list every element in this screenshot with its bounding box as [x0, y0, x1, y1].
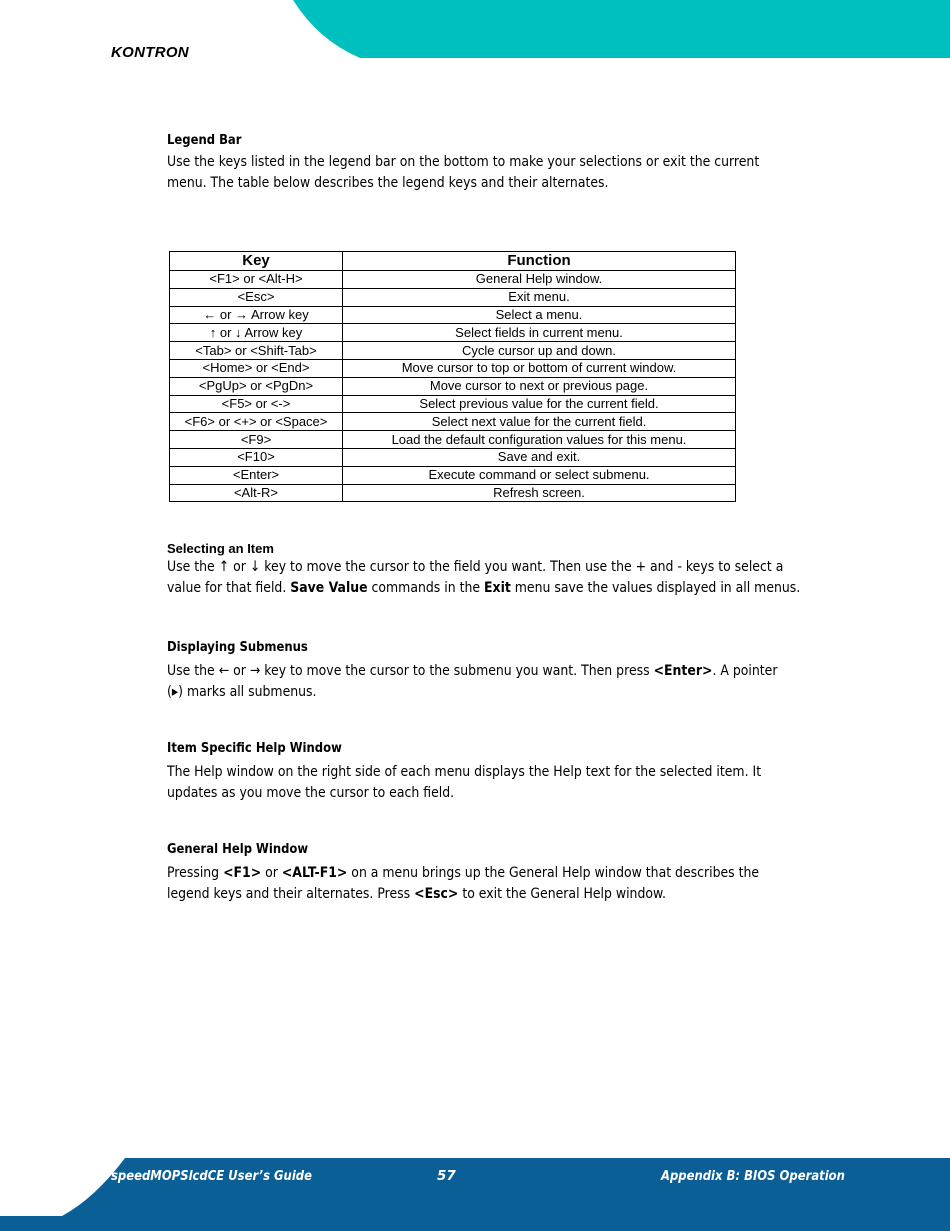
section-selecting-item: [167, 541, 847, 599]
function-cell: Move cursor to top or bottom of current window.: [343, 359, 736, 377]
section-title: Legend Bar: [167, 132, 242, 148]
function-cell: Exit menu.: [343, 288, 736, 306]
table-row: [170, 288, 736, 306]
section-general-help: [167, 841, 847, 905]
key-cell: <PgUp> or <PgDn>: [170, 377, 343, 395]
key-cell: <F9>: [170, 431, 343, 449]
table-row: [170, 395, 736, 413]
table-row: [170, 448, 736, 466]
section-title: Displaying Submenus: [167, 639, 308, 655]
key-cell: <Esc>: [170, 288, 343, 306]
section-title: Item Specific Help Window: [167, 740, 342, 756]
section-displaying-submenus: [167, 639, 847, 703]
footer-page-number: 57: [437, 1168, 456, 1184]
key-cell: ↑ or ↓ Arrow key: [170, 324, 343, 342]
paragraph: Use the ↑ or ↓ key to move the cursor to the field you want. Then use the + and - keys to select a value for that field. Save Value commands in the Exit menu save the values displayed in all menus.: [167, 559, 801, 596]
key-cell: <Alt-R>: [170, 484, 343, 502]
key-cell: <F10>: [170, 448, 343, 466]
function-cell: Select previous value for the current field.: [343, 395, 736, 413]
table-row: [170, 271, 736, 289]
right-arrow-icon: →: [249, 663, 261, 679]
function-cell: Select next value for the current field.: [343, 413, 736, 431]
paragraph: Pressing <F1> or <ALT-F1> on a menu brings up the General Help window that describes the legend keys and their alternates. Press <Esc> to exit the General Help window.: [167, 865, 760, 902]
up-arrow-icon: ↑: [218, 559, 230, 575]
table-row: [170, 413, 736, 431]
table-row: [170, 359, 736, 377]
table-row: [170, 306, 736, 324]
table-row: [170, 484, 736, 502]
function-cell: Refresh screen.: [343, 484, 736, 502]
table-row: [170, 342, 736, 360]
paragraph: The Help window on the right side of each menu displays the Help text for the selected item. It updates as you move the cursor to each field.: [167, 764, 762, 801]
key-cell: ← or → Arrow key: [170, 306, 343, 324]
footer-guide-title: speedMOPSlcdCE User’s Guide: [111, 1168, 312, 1184]
section-legend-bar: [167, 132, 847, 194]
key-cell: <F1> or <Alt-H>: [170, 271, 343, 289]
column-header-function: Function: [343, 252, 736, 271]
key-cell: <Enter>: [170, 466, 343, 484]
key-cell: <Tab> or <Shift-Tab>: [170, 342, 343, 360]
footer-chapter-title: Appendix B: BIOS Operation: [661, 1168, 845, 1184]
legend-keys-table: [169, 251, 736, 502]
table-row: [170, 431, 736, 449]
section-title: General Help Window: [167, 841, 309, 857]
brand-logo-text: KONTRON: [111, 44, 189, 61]
section-title: Selecting an Item: [167, 541, 274, 556]
pointer-triangle-icon: ▸: [171, 684, 179, 700]
function-cell: Load the default configuration values for this menu.: [343, 431, 736, 449]
paragraph: Use the ← or → key to move the cursor to the submenu you want. Then press <Enter>. A pointer (▸) marks all submenus.: [167, 663, 778, 700]
table-row: [170, 324, 736, 342]
function-cell: Select a menu.: [343, 306, 736, 324]
key-cell: <Home> or <End>: [170, 359, 343, 377]
function-cell: Save and exit.: [343, 448, 736, 466]
key-cell: <F6> or <+> or <Space>: [170, 413, 343, 431]
function-cell: Execute command or select submenu.: [343, 466, 736, 484]
function-cell: Cycle cursor up and down.: [343, 342, 736, 360]
key-cell: <F5> or <->: [170, 395, 343, 413]
function-cell: Select fields in current menu.: [343, 324, 736, 342]
down-arrow-icon: ↓: [249, 559, 261, 575]
table-row: [170, 466, 736, 484]
left-arrow-icon: ←: [218, 663, 230, 679]
table-header-row: [170, 252, 736, 271]
table-row: [170, 377, 736, 395]
section-item-help: [167, 740, 847, 804]
paragraph: Use the keys listed in the legend bar on the bottom to make your selections or exit the current menu. The table below describes the legend keys and their alternates.: [167, 154, 760, 191]
function-cell: Move cursor to next or previous page.: [343, 377, 736, 395]
column-header-key: Key: [170, 252, 343, 271]
function-cell: General Help window.: [343, 271, 736, 289]
